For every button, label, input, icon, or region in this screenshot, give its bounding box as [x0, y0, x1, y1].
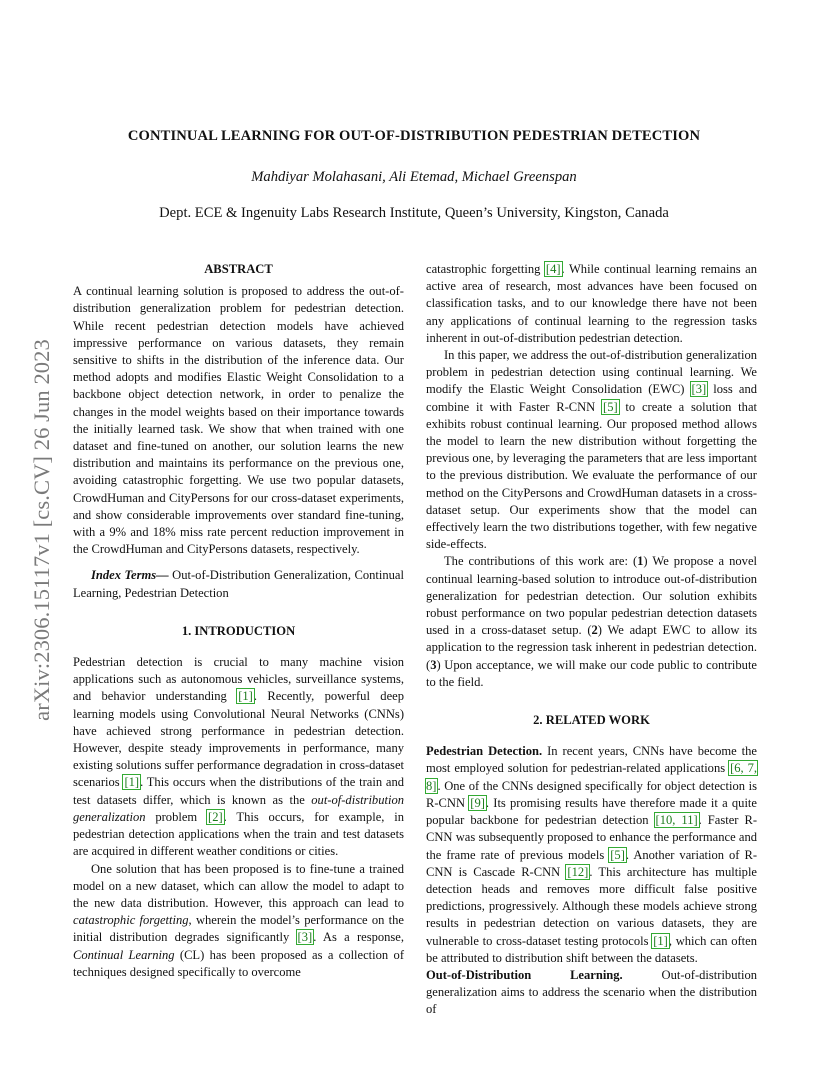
citation-link[interactable]: [5]: [610, 847, 625, 862]
paragraph-label: Out-of-Distribution Learning.: [426, 967, 623, 982]
arxiv-id: arXiv:2306.15117v1 [cs.CV] 26 Jun 2023: [29, 339, 54, 721]
citation-link[interactable]: [3]: [297, 930, 313, 945]
paper-title: CONTINUAL LEARNING FOR OUT-OF-DISTRIBUTION PEDESTRIAN DETECTION: [127, 128, 701, 144]
abstract-heading: ABSTRACT: [204, 262, 273, 276]
ood-learning-paragraph: Out-of-Distribution Learning. Out-of-distribution generalization aims to address the scenario when the distribution of: [426, 967, 757, 1017]
left-column: [73, 261, 404, 981]
citation-link[interactable]: [1]: [238, 689, 253, 704]
pedestrian-detection-paragraph: Pedestrian Detection. In recent years, CNNs have become the most employed solution for pedestrian-related applications [6, 7, 8]. One of the CNNs designed specifically for object detection is R-CNN [9]. Its promising results have therefore made it a quite popular backbone for pedestrian detection [10, 11]. Faster R-CNN was subsequently proposed to enhance the performance and the frame rate of previous models [5]. Another variation of R-CNN is Cascade R-CNN [12]. This architecture has multiple detection heads and removes more difficult false positive predictions, progressively. Although these models achieve strong results in pedestrian detection on various datasets, they are vulnerable to cross-dataset testing protocols [1], which can often be attributed to distribution shift between the datasets.: [426, 744, 758, 965]
intro-paragraph-4: In this paper, we address the out-of-distribution generalization problem in pedestrian detection using continual learning. We modify the Elastic Weight Consolidation (EWC) [3] loss and combine it with Faster R-CNN [5] to create a solution that exhibits robust continual learning. Our proposed method allows the model to learn the new distribution without forgetting the previous one, by leveraging the parameters that are less important to the previous distribution. We evaluate the performance of our method on the CityPersons and CrowdHuman datasets in a cross-dataset setup. Our experiments show that the model can effectively learn the two distributions together, with few negative side-effects.: [426, 348, 757, 552]
section-heading-introduction: 1. INTRODUCTION: [181, 623, 296, 638]
abstract-text: A continual learning solution is proposed to address the out-of-distribution generalization problem for pedestrian detection. While recent pedestrian detection models have achieved impressive performance on various datasets, they remain sensitive to shifts in the distribution of the inference data. Our method adopts and modifies Elastic Weight Consolidation to a backbone object detection network, in order to penalize the changes in the model weights based on their importance towards the initially learned task. We show that when trained with one dataset and fine-tuned on another, our solution learns the new distribution and maintains its performance on the previous one, avoiding catastrophic forgetting. We use two popular datasets, CrowdHuman and CityPersons for our cross-dataset experiments, and show considerable improvements over standard fine-tuning, with a 9% and 18% miss rate percent reduction improvement in the CrowdHuman and CityPersons datasets, respectively.: [73, 284, 405, 557]
index-terms-label: Index Terms—: [91, 568, 169, 583]
citation-link[interactable]: [12]: [567, 864, 589, 879]
citation-link[interactable]: [4]: [545, 262, 561, 276]
citation-link[interactable]: [10, 11]: [655, 813, 698, 828]
intro-paragraph-2: One solution that has been proposed is to fine-tune a trained model on a new dataset, which can allow the model to adapt to the new data distribution. However, this approach can lead to catastrophic forgetting, wherein the model’s performance on the initial distribution degrades significantly [3]. As a response, Continual Learning (CL) has been proposed as a collection of techniques designed specifically to overcome: [73, 861, 405, 979]
index-terms: Index Terms— Out-of-Distribution Generalization, Continual Learning, Pedestrian Detection: [73, 568, 404, 600]
intro-paragraph-3: catastrophic forgetting [4]. While continual learning remains an active area of research, most advances have been focused on classification tasks, and to our knowledge there have not been any applications of continual learning to the regression tasks inherent in out-of-distribution pedestrian detection.: [426, 262, 758, 345]
citation-link[interactable]: [3]: [691, 382, 707, 397]
paper-authors: Mahdiyar Molahasani, Ali Etemad, Michael Greenspan: [251, 169, 577, 185]
citation-link[interactable]: [1]: [124, 775, 140, 790]
citation-link[interactable]: [5]: [603, 399, 618, 414]
citation-link[interactable]: [1]: [653, 933, 668, 948]
percent-value-2: 18%: [152, 525, 176, 540]
right-column: [426, 261, 757, 1019]
contributions-paragraph: The contributions of this work are: (1) We propose a novel continual learning-based solution to introduce out-of-distribution generalization for pedestrian detection. Our solution exhibits robust performance on two popular pedestrian detection datasets used in a cross-dataset setup. (2) We adapt EWC to allow its application to the regression task inherent in pedestrian detection. (3) Upon acceptance, we will make our code public to contribute to the field.: [426, 554, 757, 689]
citation-link[interactable]: [2]: [208, 809, 223, 824]
arxiv-sidebar-stamp: [26, 290, 58, 770]
intro-paragraph-1: Pedestrian detection is crucial to many machine vision applications such as autonomous vehicles, surveillance systems, and behavior understanding [1]. Recently, powerful deep learning models using Convolutional Neural Networks (CNNs) have achieved strong performance in pedestrian detection. However, despite steady improvements in performance, many existing solutions suffer performance degradation in cross-dataset scenarios [1]. This occurs when the distributions of the train and test datasets differ, which is known as the out-of-distribution generalization problem [2]. This occurs, for example, in pedestrian detection applications when the train and test datasets are acquired in different weather conditions or cities.: [73, 655, 405, 859]
percent-value-1: 9%: [109, 525, 127, 540]
paper-affiliation: Dept. ECE & Ingenuity Labs Research Institute, Queen’s University, Kingston, Canada: [159, 205, 669, 221]
citation-link[interactable]: [9]: [470, 795, 485, 810]
paragraph-label: Pedestrian Detection.: [426, 744, 543, 759]
section-heading-related-work: 2. RELATED WORK: [533, 713, 650, 728]
citation-link[interactable]: [6, 7, 8]: [426, 761, 757, 793]
